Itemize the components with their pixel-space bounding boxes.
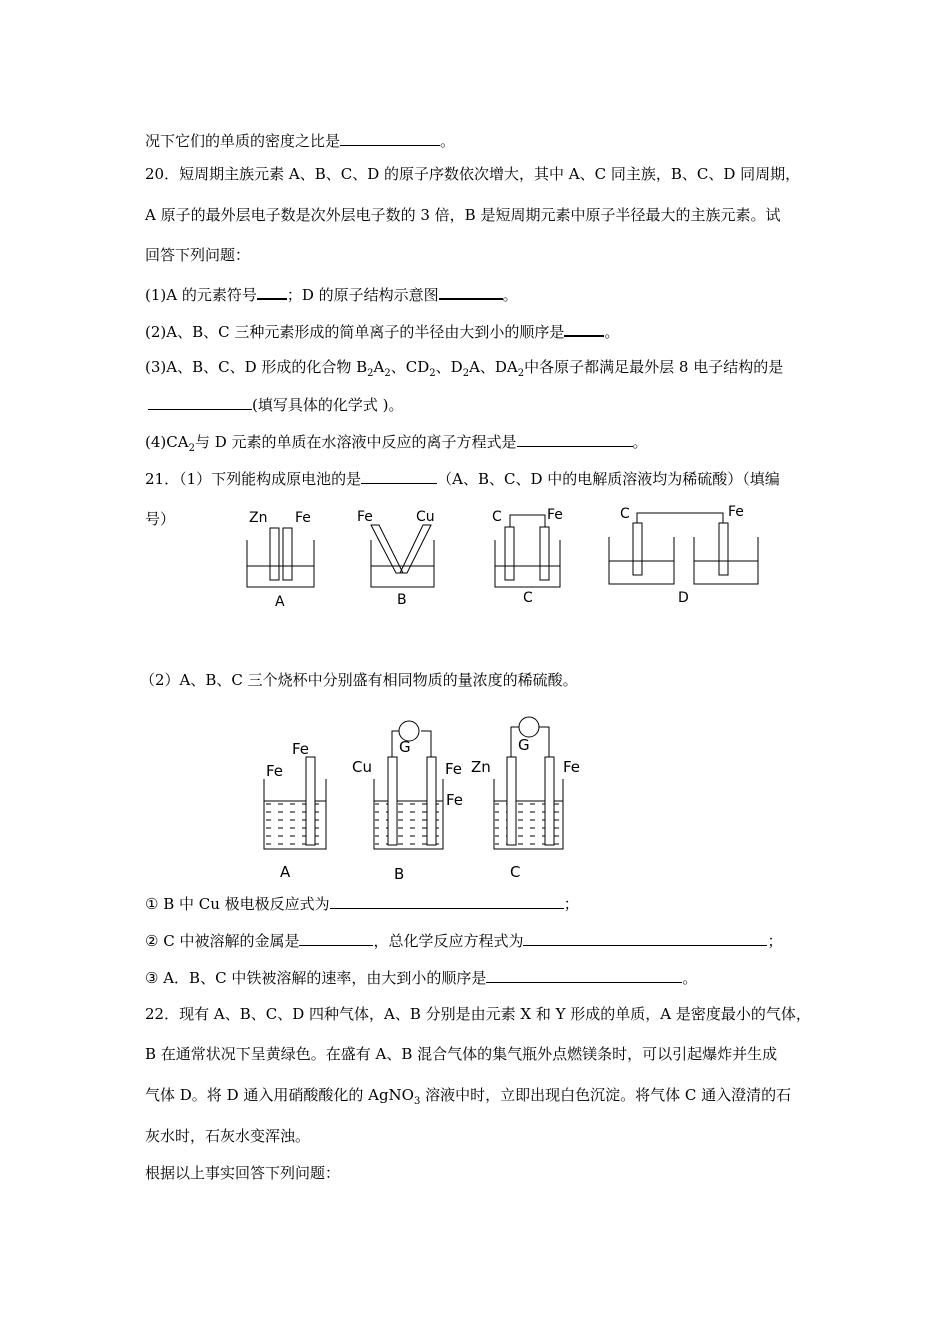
q20-line-1: 20．短周期主族元素 A、B、C、D 的原子序数依次增大，其中 A、C 同主族，B、C、D 同周期， [145,165,801,183]
electrode-label: Fe [728,504,744,520]
electrode-label: Fe [266,762,284,780]
q20-part-3: (3)A、B、C、D 形成的化合物 $B_2A_2$、$CD_2$、$D_2A$、$DA_2$中各原子都满足最外层 8 电子结构的是 [145,358,784,379]
answer-blank[interactable] [299,930,373,946]
beaker-label: C [510,863,521,881]
answer-blank[interactable] [486,967,682,983]
galvanometer-label: G [518,736,530,754]
q22-line-3: 气体 D。将 D 通入用硝酸酸化的 AgNO$_3$ 溶液中时，立即出现白色沉淀。将气体 C 通入澄清的石 [145,1086,792,1107]
q21-line-2: 号） [145,510,176,528]
q21-line-1: 21．（1）下列能构成原电池的是 （A、B、C、D 中的电解质溶液均为稀硫酸）（填编 [145,470,780,488]
q21-sub-2: ② C 中被溶解的金属是 ，总化学反应方程式为 ； [145,932,783,950]
beaker-label: A [280,863,291,881]
electrode-label: Fe [445,760,463,778]
galvanometer-label: G [399,738,411,756]
q22-line-5: 根据以上事实回答下列问题： [145,1164,341,1182]
cell-label: D [678,590,689,606]
electrode-label: C [620,506,630,522]
q21-part-2: （2）A、B、C 三个烧杯中分别盛有相同物质的量浓度的稀硫酸。 [140,671,578,689]
electrode-label: Fe [446,791,464,809]
answer-blank[interactable] [523,930,767,946]
q22-line-4: 灰水时，石灰水变浑浊。 [145,1127,311,1145]
electrode-label: C [492,509,502,525]
beaker-label: B [394,865,405,883]
cell-label: B [397,592,407,608]
electrode-label: Fe [295,510,311,526]
cell-label: C [523,590,533,606]
electrode-label: Fe [292,740,310,758]
q22-line-2: B 在通常状况下呈黄绿色。在盛有 A、B 混合气体的集气瓶外点燃镁条时，可以引起爆炸并生成 [145,1045,778,1063]
electrode-label: Zn [471,758,491,776]
q20-line-3: 回答下列问题： [145,246,251,264]
q21-sub-1: ① B 中 Cu 极电极反应式为 ； [145,895,579,913]
q22-line-1: 22．现有 A、B、C、D 四种气体，A、B 分别是由元素 X 和 Y 形成的单质，A 是密度最小的气体， [145,1005,811,1023]
q20-part-3b: (填写具体的化学式 )。 [148,394,403,415]
electrode-label: Fe [563,758,581,776]
q19-text: 况下它们的单质的密度之比是 [145,132,341,150]
electrode-label: Fe [547,507,563,523]
electrode-label: Cu [416,509,435,525]
q20-part-2: (2)A、B、C 三种元素形成的简单离子的半径由大到小的顺序是 。 [145,320,619,342]
electrode-label: Fe [357,509,373,525]
electrode-label: Cu [352,758,372,776]
electrode-label: Zn [249,510,268,526]
q19-tail-line: 况下它们的单质的密度之比是 。 [145,132,456,150]
q20-part-1: (1)A 的元素符号 ；D 的原子结构示意图 。 [145,283,518,305]
answer-blank[interactable] [330,893,564,909]
q21-sub-3: ③ A．B、C 中铁被溶解的速率，由大到小的顺序是 。 [145,969,698,987]
cell-label: A [275,594,285,610]
q20-line-2: A 原子的最外层电子数是次外层电子数的 3 倍，B 是短周期元素中原子半径最大的主族元素。试 [145,206,781,224]
q20-part-4: $(4)CA_2$与 D 元素的单质在水溶液中反应的离子方程式是 。 [145,433,648,454]
